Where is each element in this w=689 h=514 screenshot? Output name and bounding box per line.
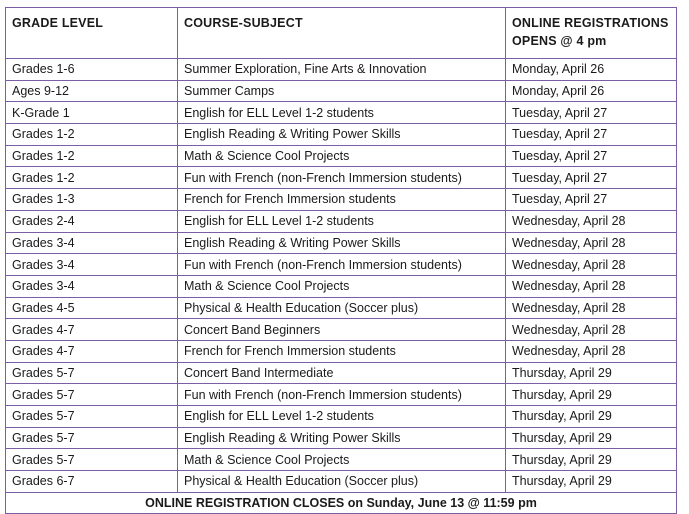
cell-grade-level: Grades 2-4 bbox=[6, 210, 178, 232]
cell-grade-level: Grades 3-4 bbox=[6, 254, 178, 276]
cell-course-subject: Physical & Health Education (Soccer plus) bbox=[178, 297, 506, 319]
cell-course-subject: Math & Science Cool Projects bbox=[178, 449, 506, 471]
cell-grade-level: Grades 6-7 bbox=[6, 471, 178, 493]
table-row bbox=[6, 362, 677, 384]
cell-grade-level: Grades 4-7 bbox=[6, 340, 178, 362]
cell-course-subject: French for French Immersion students bbox=[178, 340, 506, 362]
cell-course-subject: French for French Immersion students bbox=[178, 189, 506, 211]
cell-grade-level: Grades 1-2 bbox=[6, 145, 178, 167]
table-row bbox=[6, 124, 677, 146]
cell-course-subject: English for ELL Level 1-2 students bbox=[178, 406, 506, 428]
table-row bbox=[6, 167, 677, 189]
table-row bbox=[6, 319, 677, 341]
cell-course-subject: English Reading & Writing Power Skills bbox=[178, 124, 506, 146]
table-row bbox=[6, 210, 677, 232]
cell-registration-date: Monday, April 26 bbox=[506, 80, 677, 102]
cell-grade-level: Grades 5-7 bbox=[6, 427, 178, 449]
cell-grade-level: Grades 5-7 bbox=[6, 384, 178, 406]
table-header-row bbox=[6, 8, 677, 59]
cell-grade-level: Grades 5-7 bbox=[6, 449, 178, 471]
registration-closes-note: ONLINE REGISTRATION CLOSES on Sunday, June 13 @ 11:59 pm bbox=[6, 492, 677, 513]
cell-registration-date: Thursday, April 29 bbox=[506, 471, 677, 493]
table-row bbox=[6, 232, 677, 254]
cell-registration-date: Tuesday, April 27 bbox=[506, 124, 677, 146]
cell-course-subject: Concert Band Beginners bbox=[178, 319, 506, 341]
cell-course-subject: Concert Band Intermediate bbox=[178, 362, 506, 384]
cell-registration-date: Tuesday, April 27 bbox=[506, 189, 677, 211]
cell-grade-level: Grades 1-2 bbox=[6, 167, 178, 189]
cell-grade-level: Grades 5-7 bbox=[6, 406, 178, 428]
cell-grade-level: Grades 3-4 bbox=[6, 275, 178, 297]
cell-course-subject: Fun with French (non-French Immersion students) bbox=[178, 254, 506, 276]
table-row bbox=[6, 449, 677, 471]
table-footer-row bbox=[6, 492, 677, 513]
registration-schedule bbox=[5, 7, 677, 514]
table-row bbox=[6, 340, 677, 362]
table-body bbox=[6, 59, 677, 493]
table-row bbox=[6, 59, 677, 81]
cell-course-subject: English Reading & Writing Power Skills bbox=[178, 427, 506, 449]
cell-course-subject: Summer Camps bbox=[178, 80, 506, 102]
cell-registration-date: Wednesday, April 28 bbox=[506, 340, 677, 362]
cell-grade-level: Grades 5-7 bbox=[6, 362, 178, 384]
cell-registration-date: Wednesday, April 28 bbox=[506, 297, 677, 319]
cell-registration-date: Tuesday, April 27 bbox=[506, 145, 677, 167]
header-registration-opens: ONLINE REGISTRATIONS OPENS @ 4 pm bbox=[506, 8, 677, 59]
table-row bbox=[6, 384, 677, 406]
cell-registration-date: Thursday, April 29 bbox=[506, 384, 677, 406]
cell-course-subject: Fun with French (non-French Immersion students) bbox=[178, 384, 506, 406]
table-row bbox=[6, 275, 677, 297]
cell-registration-date: Thursday, April 29 bbox=[506, 362, 677, 384]
cell-course-subject: Summer Exploration, Fine Arts & Innovation bbox=[178, 59, 506, 81]
table-row bbox=[6, 145, 677, 167]
cell-grade-level: Grades 4-5 bbox=[6, 297, 178, 319]
table-row bbox=[6, 297, 677, 319]
table-row bbox=[6, 427, 677, 449]
cell-registration-date: Wednesday, April 28 bbox=[506, 319, 677, 341]
cell-course-subject: Math & Science Cool Projects bbox=[178, 145, 506, 167]
registration-table bbox=[5, 7, 677, 514]
table-row bbox=[6, 189, 677, 211]
cell-grade-level: Grades 3-4 bbox=[6, 232, 178, 254]
cell-course-subject: English for ELL Level 1-2 students bbox=[178, 102, 506, 124]
cell-registration-date: Thursday, April 29 bbox=[506, 427, 677, 449]
cell-registration-date: Thursday, April 29 bbox=[506, 406, 677, 428]
cell-course-subject: Fun with French (non-French Immersion students) bbox=[178, 167, 506, 189]
table-row bbox=[6, 471, 677, 493]
table-row bbox=[6, 80, 677, 102]
cell-grade-level: K-Grade 1 bbox=[6, 102, 178, 124]
cell-registration-date: Tuesday, April 27 bbox=[506, 102, 677, 124]
cell-registration-date: Thursday, April 29 bbox=[506, 449, 677, 471]
cell-grade-level: Grades 1-6 bbox=[6, 59, 178, 81]
cell-registration-date: Wednesday, April 28 bbox=[506, 210, 677, 232]
header-course-subject: COURSE-SUBJECT bbox=[178, 8, 506, 59]
cell-course-subject: Physical & Health Education (Soccer plus) bbox=[178, 471, 506, 493]
cell-grade-level: Grades 1-3 bbox=[6, 189, 178, 211]
header-grade-level: GRADE LEVEL bbox=[6, 8, 178, 59]
cell-grade-level: Grades 4-7 bbox=[6, 319, 178, 341]
cell-registration-date: Wednesday, April 28 bbox=[506, 254, 677, 276]
cell-course-subject: English for ELL Level 1-2 students bbox=[178, 210, 506, 232]
table-row bbox=[6, 406, 677, 428]
cell-registration-date: Monday, April 26 bbox=[506, 59, 677, 81]
cell-grade-level: Grades 1-2 bbox=[6, 124, 178, 146]
table-row bbox=[6, 102, 677, 124]
cell-grade-level: Ages 9-12 bbox=[6, 80, 178, 102]
cell-registration-date: Wednesday, April 28 bbox=[506, 232, 677, 254]
cell-registration-date: Tuesday, April 27 bbox=[506, 167, 677, 189]
cell-registration-date: Wednesday, April 28 bbox=[506, 275, 677, 297]
cell-course-subject: Math & Science Cool Projects bbox=[178, 275, 506, 297]
cell-course-subject: English Reading & Writing Power Skills bbox=[178, 232, 506, 254]
table-row bbox=[6, 254, 677, 276]
